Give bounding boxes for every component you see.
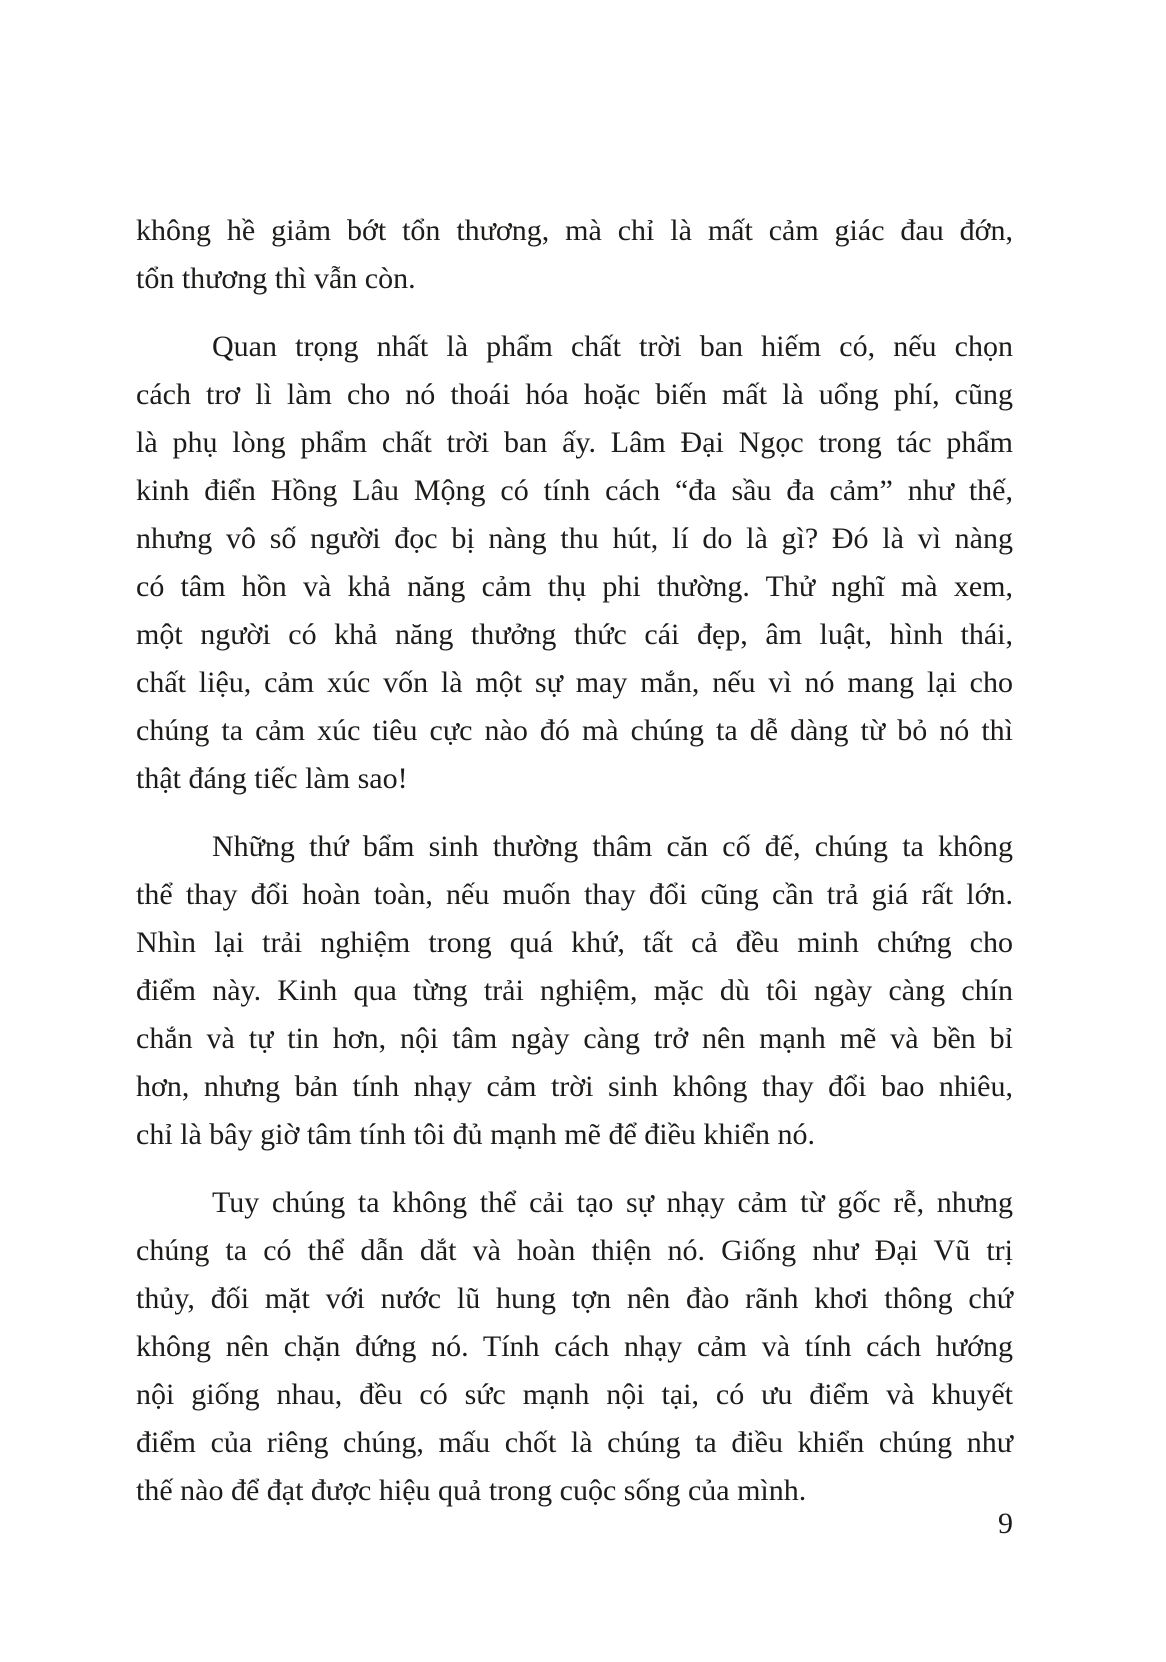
text-line: thật đáng tiếc làm sao!: [136, 762, 408, 795]
page-number: 9: [998, 1507, 1013, 1540]
paragraph: [136, 1179, 1013, 1515]
text-line: chất liệu, cảm xúc vốn là một sự may mắn, nếu vì nó mang lại cho: [136, 666, 1013, 699]
text-line: không nên chặn đứng nó. Tính cách nhạy cảm và tính cách hướng: [136, 1330, 1013, 1363]
text-line: một người có khả năng thưởng thức cái đẹp, âm luật, hình thái,: [136, 618, 1013, 651]
text-line: chỉ là bây giờ tâm tính tôi đủ mạnh mẽ để điều khiển nó.: [136, 1118, 816, 1151]
paragraph: [136, 323, 1013, 803]
paragraph: [136, 823, 1013, 1159]
text-line: Nhìn lại trải nghiệm trong quá khứ, tất cả đều minh chứng cho: [136, 926, 1013, 959]
text-line: Những thứ bẩm sinh thường thâm căn cố đế, chúng ta không: [212, 830, 1013, 863]
text-line: hơn, nhưng bản tính nhạy cảm trời sinh không thay đổi bao nhiêu,: [136, 1070, 1013, 1103]
text-line: Tuy chúng ta không thể cải tạo sự nhạy cảm từ gốc rễ, nhưng: [212, 1186, 1013, 1219]
text-line: chắn và tự tin hơn, nội tâm ngày càng trở nên mạnh mẽ và bền bỉ: [136, 1022, 1013, 1055]
text-line: kinh điển Hồng Lâu Mộng có tính cách “đa sầu đa cảm” như thế,: [136, 474, 1013, 507]
text-line: chúng ta cảm xúc tiêu cực nào đó mà chúng ta dễ dàng từ bỏ nó thì: [136, 714, 1013, 747]
text-line: Quan trọng nhất là phẩm chất trời ban hiếm có, nếu chọn: [212, 330, 1013, 363]
text-line: nội giống nhau, đều có sức mạnh nội tại, có ưu điểm và khuyết: [136, 1378, 1013, 1411]
text-line: chúng ta có thể dẫn dắt và hoàn thiện nó. Giống như Đại Vũ trị: [136, 1234, 1013, 1267]
text-line: điểm này. Kinh qua từng trải nghiệm, mặc dù tôi ngày càng chín: [136, 974, 1013, 1007]
text-line: thủy, đối mặt với nước lũ hung tợn nên đào rãnh khơi thông chứ: [136, 1282, 1013, 1315]
text-line: không hề giảm bớt tổn thương, mà chỉ là mất cảm giác đau đớn,: [136, 214, 1013, 247]
text-line: điểm của riêng chúng, mấu chốt là chúng ta điều khiển chúng như: [136, 1426, 1013, 1459]
text-line: nhưng vô số người đọc bị nàng thu hút, lí do là gì? Đó là vì nàng: [136, 522, 1013, 555]
text-block: [136, 207, 1013, 1515]
text-line: là phụ lòng phẩm chất trời ban ấy. Lâm Đại Ngọc trong tác phẩm: [136, 426, 1013, 459]
text-line: thể thay đổi hoàn toàn, nếu muốn thay đổi cũng cần trả giá rất lớn.: [136, 878, 1013, 911]
text-line: có tâm hồn và khả năng cảm thụ phi thường. Thử nghĩ mà xem,: [136, 570, 1013, 603]
text-line: tổn thương thì vẫn còn.: [136, 262, 416, 295]
paragraph: [136, 207, 1013, 303]
text-line: thế nào để đạt được hiệu quả trong cuộc sống của mình.: [136, 1474, 807, 1507]
text-line: cách trơ lì làm cho nó thoái hóa hoặc biến mất là uổng phí, cũng: [136, 378, 1013, 411]
